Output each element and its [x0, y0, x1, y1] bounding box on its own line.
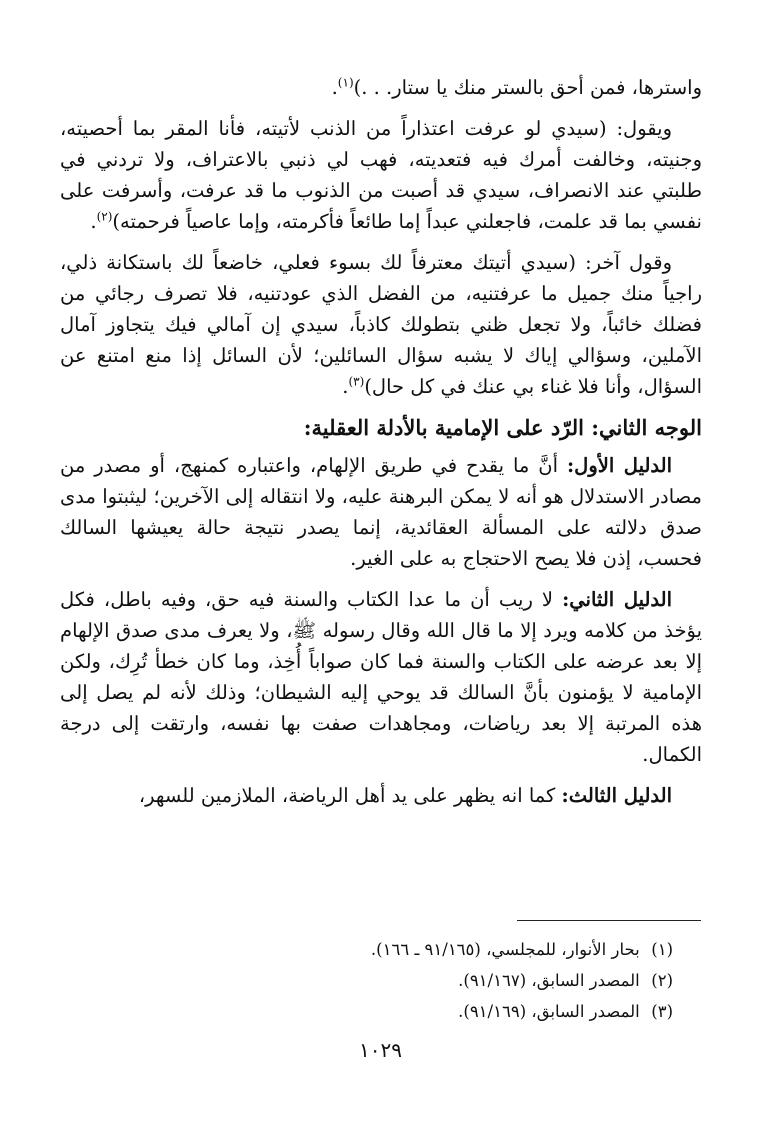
footnote-ref-1: (١)	[337, 75, 354, 90]
paragraph-2	[60, 113, 702, 237]
paragraph-2-text: ويقول: (سيدي لو عرفت اعتذاراً من الذنب لأتيته، فأنا المقر بما أحصيته، وجنيته، وخالفت أمرك فيه فتعديته، فهب لي ذنبي بالاعتراف، ولا تردني في طلبتي عند الانصراف، سيدي قد أصبت من الذنوب ما قد عرفت، وأسرفت على نفسي بما قد علمت، فاجعلني عبداً إما طائعاً فأكرمته، وإما عاصياً فرحمته)	[60, 117, 702, 233]
evidence-3-text: كما انه يظهر على يد أهل الرياضة، الملازمين للسهر،	[138, 784, 562, 807]
evidence-3	[60, 780, 702, 811]
footnote-1	[113, 934, 673, 965]
footnote-1-text: بحار الأنوار، للمجلسي، (٩١/١٦٥ ـ ١٦٦).	[370, 940, 640, 959]
evidence-1	[60, 450, 702, 574]
evidence-1-text: أنَّ ما يقدح في طريق الإلهام، واعتباره كمنهج، أو مصدر من مصادر الاستدلال هو أنه لا يمكن البرهنة عليه، ولا انتقاله إلى الآخرين؛ ليثبتوا مدى صدق دلالته على المسألة العقائدية، إنما يصدر نتيجة حالة يعيشها السالك فحسب، إذن فلا يصح الاحتجاج به على الغير.	[60, 454, 702, 570]
page-body	[60, 72, 702, 821]
evidence-2-label: الدليل الثاني:	[562, 588, 673, 611]
paragraph-2-end: .	[90, 210, 97, 233]
footnote-2-number: (٢)	[651, 971, 673, 990]
section-heading: الوجه الثاني: الرّد على الإمامية بالأدلة العقلية:	[303, 415, 702, 440]
footnote-2-text: المصدر السابق، (٩١/١٦٧).	[458, 971, 640, 990]
footnote-ref-2: (٢)	[96, 209, 113, 224]
footnote-ref-3: (٣)	[348, 374, 365, 389]
evidence-1-label: الدليل الأول:	[566, 454, 672, 477]
page-number: ١٠٢٩	[359, 1038, 402, 1062]
paragraph-3-text: وقول آخر: (سيدي أتيتك معترفاً لك بسوء فعلي، خاضعاً لك باستكانة ذلي، راجياً منك جميل ما عرفتنيه، من الفضل الذي عودتنيه، فلا تصرف رجائي من فضلك خائباً، ولا تجعل ظني بتطولك كاذباً، سيدي إن آمالي فيك يتجاوز آمال الآملين، وسؤالي إياك لا يشبه سؤال السائلين؛ لأن السائل إذا منع امتنع عن السؤال، وأنا فلا غناء بي عنك في كل حال)	[60, 251, 702, 398]
footnote-3-number: (٣)	[651, 1002, 673, 1021]
evidence-2-text: لا ريب أن ما عدا الكتاب والسنة فيه حق، وفيه باطل، فكل يؤخذ من كلامه ويرد إلا ما قال الله وقال رسوله ﷺ، ولا يعرف مدى صدق الإلهام إلا بعد عرضه على الكتاب والسنة فما كان صواباً أُخِذ، وما كان خطأ تُرِك، ولكن الإمامية لا يؤمنون بأنَّ السالك قد يوحي إليه الشيطان؛ وذلك لأنه لم يصل إلى هذه المرتبة إلا بعد رياضات، ومجاهدات صفت بها نفسه، وارتقت إلى درجة الكمال.	[60, 588, 703, 766]
evidence-2	[60, 584, 702, 770]
footnote-divider	[517, 920, 701, 921]
paragraph-3-end: .	[342, 375, 349, 398]
paragraph-1	[60, 72, 702, 103]
paragraph-1-text: واسترها، فمن أحق بالستر منك يا ستار. . .)	[353, 76, 702, 99]
footnote-3	[113, 996, 673, 1027]
paragraph-3	[60, 247, 702, 402]
footnote-3-text: المصدر السابق، (٩١/١٦٩).	[458, 1002, 640, 1021]
paragraph-1-end: .	[331, 76, 338, 99]
footnote-1-number: (١)	[651, 940, 673, 959]
evidence-3-label: الدليل الثالث:	[561, 784, 672, 807]
footnotes	[113, 934, 673, 1027]
footnote-2	[113, 965, 673, 996]
